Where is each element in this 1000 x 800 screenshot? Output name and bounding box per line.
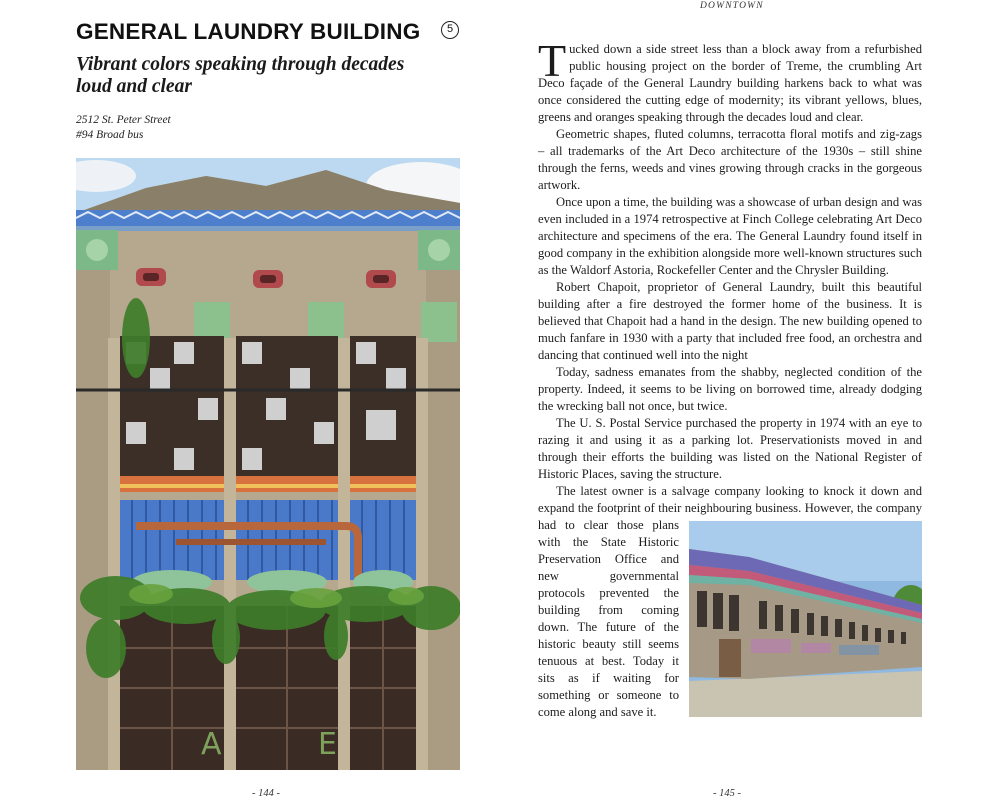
paragraph-1-text: ucked down a side street less than a block away from a refurbished public housing project on the border of Treme, the crumbling Art Deco façade of the General Laundry building harkens back to what was once considered the cutting edge of modernity; its vibrant yellows, blues, greens and oranges speaking through the decades loud and clear.: [538, 42, 922, 124]
running-head: DOWNTOWN: [700, 1, 764, 11]
paragraph-5: Today, sadness emanates from the shabby, neglected condition of the property. Indeed, it seems to be living on borrowed time, already dodging the wrecking ball not once, but twice.: [538, 365, 922, 413]
facade-photo: [76, 158, 460, 770]
page-subtitle: Vibrant colors speaking through decades loud and clear: [76, 54, 405, 97]
paragraph-4: Robert Chapoit, proprietor of General Laundry, built this beautiful building after a fire destroyed the former home of the business. It is believed that Chapoit had a hand in the design. The new building opened to much fanfare in 1930 with a party that included free food, an orchestra and dancing that continued well into the night: [538, 280, 922, 362]
drop-cap: T: [538, 35, 567, 86]
svg-text:A: A: [201, 727, 222, 762]
svg-text:E: E: [318, 727, 337, 762]
article-body: [538, 35, 922, 721]
building-side-photo: [689, 521, 922, 717]
page-title: GENERAL LAUNDRY BUILDING: [76, 19, 421, 44]
entry-number-badge: 5: [441, 21, 459, 39]
paragraph-1: [538, 35, 922, 126]
paragraph-7-part-2: had to clear those plans with the State Historic Preservation Office and new governmental protocols prevented the building from coming down. The future of the historic beauty still seems tenuous at best. Today it sits as if waiting for something or someone to come along and save it.: [538, 518, 679, 719]
page-number: - 144 -: [252, 788, 280, 799]
paragraph-7: [538, 483, 922, 721]
paragraph-2: Geometric shapes, fluted columns, terracotta floral motifs and zig-zags – all trademarks of the Art Deco architecture of the 1930s – still shine through the ferns, weeds and vines growing through cracks in the gorgeous artwork.: [538, 127, 922, 192]
paragraph-7-part-1: The latest owner is a salvage company looking to knock it down and expand the footprint of their neighbouring business. However, the company: [538, 484, 922, 515]
page-number-right: - 145 -: [713, 788, 741, 799]
bus-info: #94 Broad bus: [76, 129, 144, 141]
paragraph-6: The U. S. Postal Service purchased the property in 1974 with an eye to razing it and using it as a parking lot. Preservationists moved in and through their efforts the building was listed on the National Register of Historic Places, saving the structure.: [538, 416, 922, 481]
paragraph-3: Once upon a time, the building was a showcase of urban design and was even included in a 1974 retrospective at Finch College celebrating Art Deco architecture and specimens of the era. The General Laundry found itself in good company in the exhibition alongside more well-known structures such as the Waldorf Astoria, Rockefeller Center and the Chrysler Building.: [538, 195, 922, 277]
street-address: 2512 St. Peter Street: [76, 114, 171, 126]
address-block: [76, 113, 171, 143]
